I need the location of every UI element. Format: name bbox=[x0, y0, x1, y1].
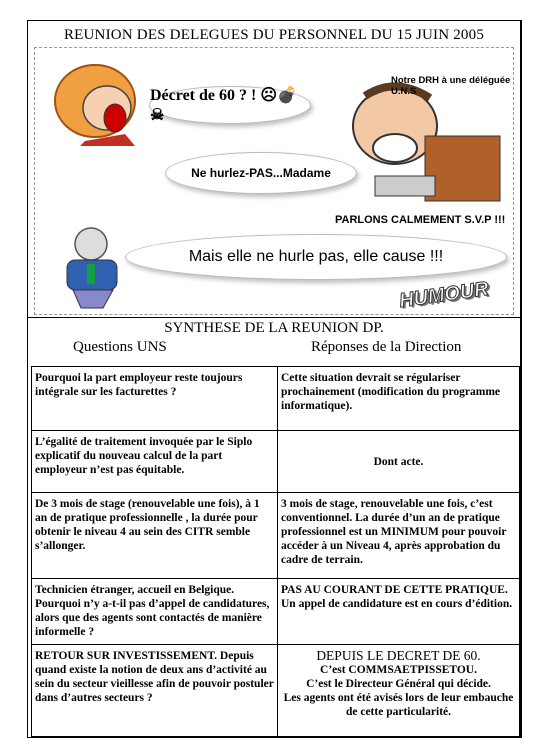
calm-caption: PARLONS CALMEMENT S.V.P !!! bbox=[335, 214, 506, 226]
response-cell: Dont acte. bbox=[278, 431, 520, 493]
speech-bubble-ne-hurlez-pas: Ne hurlez-PAS...Madame bbox=[165, 152, 357, 194]
table-row bbox=[32, 431, 520, 493]
question-cell: RETOUR SUR INVESTISSEMENT. Depuis quand existe la notion de deux ans d’activité au sein du secteur vieillesse afin de pouvoir postuler dans d’autres secteurs ? bbox=[32, 645, 278, 737]
right-margin-bar bbox=[521, 20, 543, 738]
question-cell: L’égalité de traitement invoquée par le Siplo explicatif du nouveau calcul de la part employeur n’est pas équitable. bbox=[32, 431, 278, 493]
speech-bubble-decret: Décret de 60 ? ! ☹💣☠ bbox=[149, 86, 311, 124]
table-row bbox=[32, 367, 520, 431]
humour-label: HUMOUR bbox=[397, 277, 491, 313]
page-title: REUNION DES DELEGUES DU PERSONNEL DU 15 JUIN 2005 bbox=[63, 27, 485, 43]
response-line: Les agents ont été avisés lors de leur embauche de cette particularité. bbox=[283, 692, 514, 718]
shouting-woman-illustration bbox=[45, 56, 155, 146]
qa-table bbox=[31, 366, 520, 737]
response-heading: DEPUIS LE DECRET DE 60. bbox=[316, 648, 481, 663]
question-cell: Technicien étranger, accueil en Belgique. Pourquoi n’y a-t-il pas d’appel de candidatures, alors que des agents sont contactés de manière informelle ? bbox=[32, 579, 278, 645]
document-page bbox=[27, 20, 521, 738]
cartoon-illustration bbox=[34, 47, 514, 315]
table-row bbox=[32, 493, 520, 579]
synthese-title: SYNTHESE DE LA REUNION DP. bbox=[164, 320, 384, 336]
seated-man-illustration bbox=[53, 224, 133, 314]
table-row bbox=[32, 645, 520, 737]
response-line: C’est le Directeur Général qui décide. bbox=[306, 678, 491, 690]
response-cell: PAS AU COURANT DE CETTE PRATIQUE. Un appel de candidature est en cours d’édition. bbox=[278, 579, 520, 645]
section-divider bbox=[28, 317, 520, 318]
response-cell: Cette situation devrait se régulariser prochainement (modification du programme informatique). bbox=[278, 367, 520, 431]
question-cell: De 3 mois de stage (renouvelable une fois), à 1 an de pratique professionnelle , la durée pour obtenir le niveau 4 au sein des CITR semble s’allonger. bbox=[32, 493, 278, 579]
speech-bubble-elle-cause: Mais elle ne hurle pas, elle cause !!! bbox=[125, 234, 507, 280]
drh-caption: Notre DRH à une déléguée U.N.S bbox=[391, 75, 511, 97]
question-cell: Pourquoi la part employeur reste toujours intégrale sur les facturettes ? bbox=[32, 367, 278, 431]
questions-column-header: Questions UNS bbox=[73, 339, 167, 355]
table-row bbox=[32, 579, 520, 645]
responses-column-header: Réponses de la Direction bbox=[311, 339, 462, 355]
response-line: C’est COMMSAETPISSETOU. bbox=[320, 664, 477, 676]
response-cell bbox=[278, 645, 520, 737]
response-cell: 3 mois de stage, renouvelable une fois, c’est conventionnel. La durée d’un an de pratique professionnel est un MINIMUM pour pouvoir accéder à un Niveau 4, après approbation du cadre de terrain. bbox=[278, 493, 520, 579]
